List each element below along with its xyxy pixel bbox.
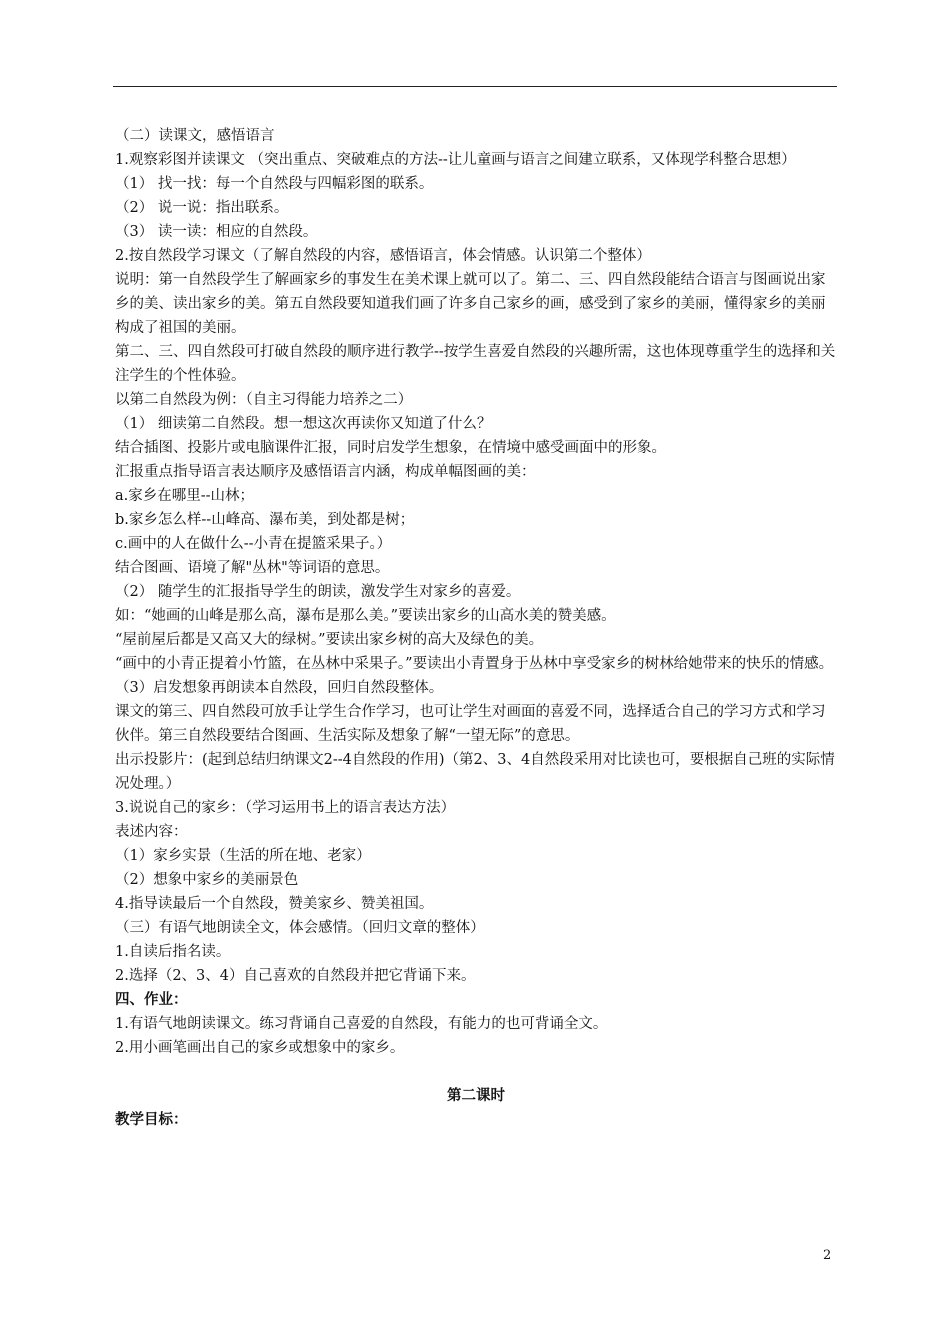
paragraph-line: 3.说说自己的家乡：（学习运用书上的语言表达方法）	[115, 800, 456, 816]
header-rule	[113, 86, 837, 87]
paragraph-line: （3） 读一读：相应的自然段。	[115, 224, 318, 240]
paragraph-line: （3）启发想象再朗读本自然段，回归自然段整体。	[115, 680, 444, 696]
paragraph-line: （2） 说一说：指出联系。	[115, 200, 289, 216]
paragraph-line: 1.观察彩图并读课文 （突出重点、突破难点的方法--让儿童画与语言之间建立联系，又体现学科整合思想）	[115, 152, 796, 168]
paragraph-line: 4.指导读最后一个自然段，赞美家乡、赞美祖国。	[115, 896, 434, 912]
body-paragraphs	[115, 124, 837, 988]
paragraph-line: （三）有语气地朗读全文，体会感情。（回归文章的整体）	[115, 920, 485, 936]
paragraph-line: 2.选择（2、3、4）自己喜欢的自然段并把它背诵下来。	[115, 968, 476, 984]
section-title: 第二课时	[447, 1087, 505, 1104]
paragraph-line: b.家乡怎么样--山峰高、瀑布美，到处都是树；	[115, 512, 415, 528]
document-body	[115, 124, 837, 1132]
homework-item: 2.用小画笔画出自己的家乡或想象中的家乡。	[115, 1040, 405, 1056]
paragraph-line: 1.自读后指名读。	[115, 944, 231, 960]
objectives-heading: 教学目标：	[115, 1111, 188, 1128]
homework-heading: 四、作业：	[115, 991, 188, 1008]
paragraph-line: 结合图画、语境了解"丛林"等词语的意思。	[115, 560, 390, 576]
homework-list	[115, 1012, 837, 1060]
paragraph-line: 汇报重点指导语言表达顺序及感悟语言内涵，构成单幅图画的美：	[115, 464, 536, 480]
paragraph-line: c.画中的人在做什么--小青在提篮采果子。）	[115, 536, 392, 552]
paragraph-line: “屋前屋后都是又高又大的绿树。”要读出家乡树的高大及绿色的美。	[115, 632, 544, 648]
spacer	[115, 1060, 837, 1084]
homework-item: 1.有语气地朗读课文。练习背诵自己喜爱的自然段，有能力的也可背诵全文。	[115, 1016, 608, 1032]
paragraph-line: 表述内容：	[115, 824, 188, 840]
paragraph-line: 2.按自然段学习课文（了解自然段的内容，感悟语言，体会情感。认识第二个整体）	[115, 248, 651, 264]
paragraph-line: 说明：第一自然段学生了解画家乡的事发生在美术课上就可以了。第二、三、四自然段能结合语言与图画说出家乡的美、读出家乡的美。第五自然段要知道我们画了许多自己家乡的画，感受到了家乡的美丽，懂得家乡的美丽构成了祖国的美丽。	[115, 272, 826, 336]
paragraph-line: 出示投影片：(起到总结归纳课文2--4自然段的作用)（第2、3、4自然段采用对比读也可，要根据自己班的实际情况处理。）	[115, 752, 835, 792]
paragraph-line: 课文的第三、四自然段可放手让学生合作学习，也可让学生对画面的喜爱不同，选择适合自己的学习方式和学习伙伴。第三自然段要结合图画、生活实际及想象了解“一望无际”的意思。	[115, 704, 826, 744]
paragraph-line: （1） 找一找：每一个自然段与四幅彩图的联系。	[115, 176, 434, 192]
paragraph-line: a.家乡在哪里--山林；	[115, 488, 255, 504]
page-number: 2	[823, 1248, 832, 1263]
paragraph-line: （2） 随学生的汇报指导学生的朗读，激发学生对家乡的喜爱。	[115, 584, 521, 600]
paragraph-line: （二）读课文，感悟语言	[115, 128, 275, 144]
paragraph-line: 结合插图、投影片或电脑课件汇报，同时启发学生想象，在情境中感受画面中的形象。	[115, 440, 666, 456]
paragraph-line: 以第二自然段为例：（自主习得能力培养之二）	[115, 392, 413, 408]
paragraph-line: 如：“她画的山峰是那么高，瀑布是那么美。”要读出家乡的山高水美的赞美感。	[115, 608, 616, 624]
paragraph-line: 第二、三、四自然段可打破自然段的顺序进行教学--按学生喜爱自然段的兴趣所需，这也体现尊重学生的选择和关注学生的个性体验。	[115, 344, 836, 384]
paragraph-line: （1） 细读第二自然段。想一想这次再读你又知道了什么？	[115, 416, 492, 432]
paragraph-line: （1）家乡实景（生活的所在地、老家）	[115, 848, 371, 864]
paragraph-line: “画中的小青正提着小竹篮，在丛林中采果子。”要读出小青置身于丛林中享受家乡的树林给她带来的快乐的情感。	[115, 656, 834, 672]
paragraph-line: （2）想象中家乡的美丽景色	[115, 872, 299, 888]
